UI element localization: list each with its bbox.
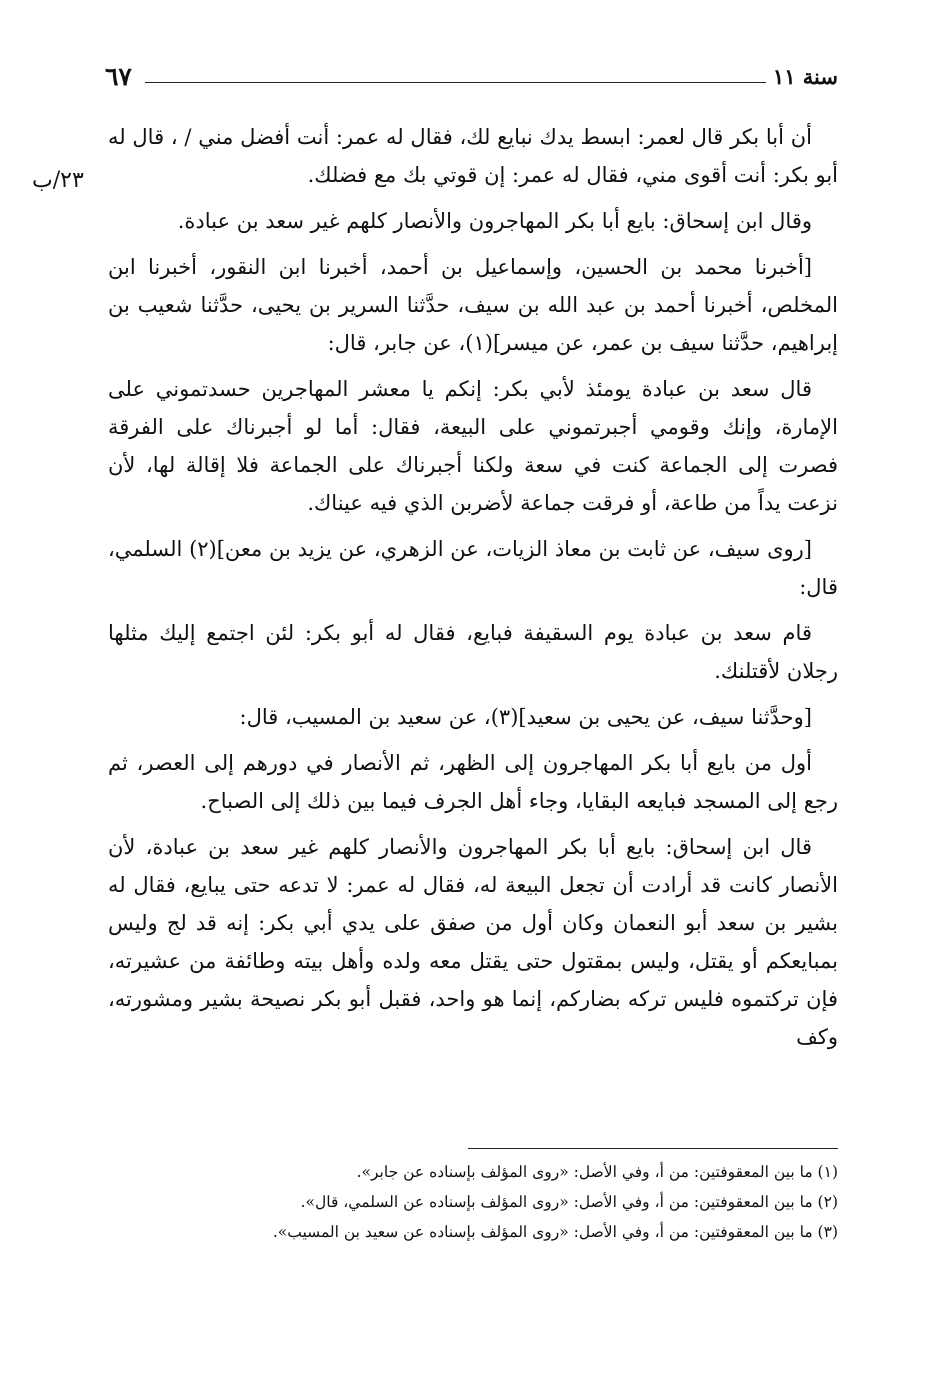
main-text: [108, 118, 838, 1064]
paragraph: قال ابن إسحاق: بايع أبا بكر المهاجرون والأنصار كلهم غير سعد بن عبادة، لأن الأنصار كانت قد أرادت أن تجعل البيعة له، فقال له عمر: لا تدعه حتى يبايع، فقال له بشير بن سعد أبو النعمان وكان أول من صفق على يدي أبي بكر: إنه قد لج وليس بمبايعكم أو يقتل، وليس بمقتول حتى يقتل معه ولده وأهل بيته وطائفة من عشيرته، فإن تركتموه فليس تركه بضاركم، إنما هو واحد، فقبل أبو بكر نصيحة بشير ومشورته، وكف: [108, 835, 838, 1049]
margin-folio-note: ٢٣/ب: [32, 168, 84, 193]
paragraph: وقال ابن إسحاق: بايع أبا بكر المهاجرون والأنصار كلهم غير سعد بن عبادة.: [177, 209, 812, 233]
paragraph: قال سعد بن عبادة يومئذ لأبي بكر: إنكم يا معشر المهاجرين حسدتموني على الإمارة، وإنك وقومي أجبرتموني على البيعة، فقال: أما لو أجبرناك على الفرقة فصرت إلى الجماعة كنت في سعة ولكنا أجبرناك على الجماعة فلا إقالة لها، لأن نزعت يداً من طاعة، أو فرقت جماعة لأضربن الذي فيه عيناك.: [108, 377, 838, 515]
header-year: سنة ١١: [772, 64, 838, 89]
footnote: (٣) ما بين المعقوفتين: من أ، وفي الأصل: «روى المؤلف بإسناده عن سعيد بن المسيب».: [272, 1223, 838, 1241]
footnote-rule: [468, 1148, 838, 1149]
footnotes: [108, 1148, 838, 1247]
running-header: [105, 60, 838, 100]
paragraph: [أخبرنا محمد بن الحسين، وإسماعيل بن أحمد، أخبرنا ابن النقور، أخبرنا ابن المخلص، أخبرنا أحمد بن عبد الله بن سيف، حدَّثنا السرير بن يحيى، حدَّثنا شعيب بن إبراهيم، حدَّثنا سيف بن عمر، عن ميسر](١)، عن جابر، قال:: [108, 255, 838, 355]
paragraph: أن أبا بكر قال لعمر: ابسط يدك نبايع لك، فقال له عمر: أنت أفضل مني / ، قال له أبو بكر: أنت أقوى مني، فقال له عمر: إن قوتي بك مع فضلك.: [108, 125, 838, 187]
paragraph: [وحدَّثنا سيف، عن يحيى بن سعيد](٣)، عن سعيد بن المسيب، قال:: [239, 705, 812, 729]
paragraph: [روى سيف، عن ثابت بن معاذ الزيات، عن الزهري، عن يزيد بن معن](٢) السلمي، قال:: [108, 537, 838, 599]
paragraph: أول من بايع أبا بكر المهاجرون إلى الظهر، ثم الأنصار في دورهم إلى العصر، ثم رجع إلى المسجد فبايعه البقايا، وجاء أهل الجرف فيما بين ذلك إلى الصباح.: [108, 751, 838, 813]
footnote: (١) ما بين المعقوفتين: من أ، وفي الأصل: «روى المؤلف بإسناده عن جابر».: [356, 1163, 838, 1181]
header-rule: [145, 82, 766, 83]
footnote: (٢) ما بين المعقوفتين: من أ، وفي الأصل: «روى المؤلف بإسناده عن السلمي، قال».: [300, 1193, 838, 1211]
paragraph: قام سعد بن عبادة يوم السقيفة فبايع، فقال له أبو بكر: لئن اجتمع إليك مثلها رجلان لأقتلنك.: [108, 621, 838, 683]
page-number: ٦٧: [105, 62, 132, 91]
